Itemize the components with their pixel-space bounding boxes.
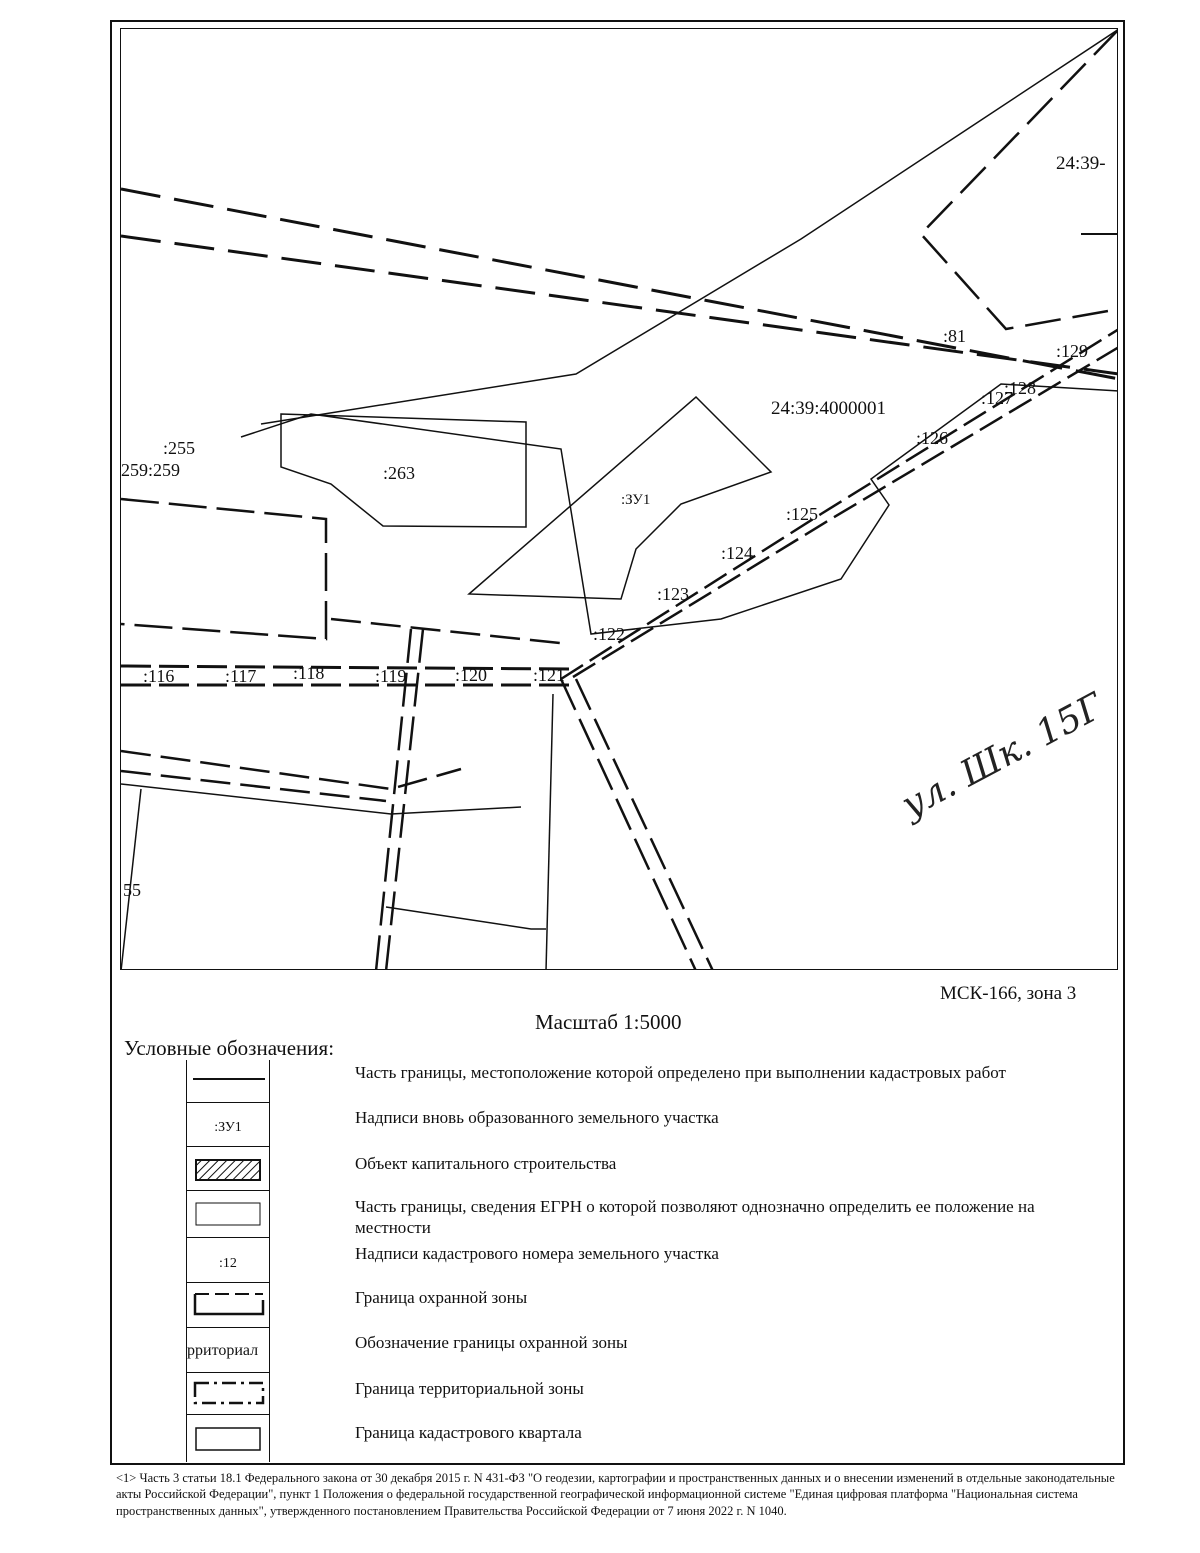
- label-81: :81: [943, 326, 967, 346]
- label-point-116: :116: [143, 666, 175, 686]
- scale-label: Масштаб 1:5000: [535, 1010, 682, 1034]
- legend-symbol-column: [186, 1060, 270, 1462]
- legend-text-5: Надписи кадастрового номера земельного участка: [355, 1244, 719, 1263]
- legend-text-2: Надписи вновь образованного земельного участка: [355, 1108, 719, 1127]
- diagonal-boundary: [261, 29, 1118, 424]
- label-quarter-main: 24:39:4000001: [771, 398, 887, 419]
- label-point-123: :123: [657, 584, 690, 604]
- label-point-124: :124: [721, 543, 754, 563]
- vertical-road-right: [561, 679, 696, 970]
- label-point-129: :129: [1056, 341, 1089, 361]
- label-point-128: :128: [1004, 378, 1037, 398]
- label-point-118: :118: [293, 663, 325, 683]
- label-zu1: :ЗУ1: [621, 492, 651, 508]
- legend-sample-zu1: :ЗУ1: [214, 1120, 242, 1135]
- lower-strip-a: [121, 751, 461, 789]
- label-quarter-top: 24:39-: [1056, 153, 1106, 174]
- legend-sample-12: :12: [219, 1256, 237, 1271]
- legend-text-1: Часть границы, местоположение которой определено при выполнении кадастровых работ: [355, 1063, 1006, 1082]
- legend-text-3: Объект капитального строительства: [355, 1154, 617, 1173]
- chain-horizontal-a: [121, 666, 569, 669]
- legend-text-6: Граница охранной зоны: [355, 1288, 528, 1307]
- footnote: <1> Часть 3 статьи 18.1 Федерального закона от 30 декабря 2015 г. N 431-ФЗ "О геодезии, картографии и пространственных данных и о внесении изменений в отдельные законодательные акты Российской Федерации", пункт 1 Положения о федеральной государственной географической информационной системе "Единая цифровая платформа "Национальная система пространственных данных", утвержденного постановлением Правительства Российской Федерации от 7 июня 2022 г. N 1040.: [116, 1471, 1115, 1518]
- label-255: :255: [163, 438, 196, 458]
- parcel-zu1: [469, 397, 771, 599]
- legend-symbol-territorial-zone: [187, 1378, 269, 1408]
- label-point-120: :120: [455, 665, 488, 685]
- label-259: 259:259: [121, 460, 181, 480]
- label-point-119: :119: [375, 666, 407, 686]
- legend-symbol-quarter-boundary: [187, 1424, 269, 1454]
- label-point-122: :122: [593, 624, 626, 644]
- left-block: [121, 499, 326, 639]
- label-point-125: :125: [786, 504, 819, 524]
- label-point-126: :126: [916, 428, 949, 448]
- label-55: 55: [123, 880, 141, 900]
- legend-symbol-solid-line: [187, 1072, 269, 1086]
- boundary-chain-b: [573, 347, 1118, 677]
- zone-polygon-top-right: [921, 29, 1118, 329]
- map-drawing: [121, 29, 1118, 970]
- legend-text-4: Часть границы, сведения ЕГРН о которой позволяют однозначно определить ее положение на местности: [355, 1197, 1035, 1238]
- legend-symbol-thin-box: [187, 1200, 269, 1228]
- legend-sample-territorial: рриториал: [187, 1342, 259, 1359]
- road-boundary-lower: [121, 236, 1118, 374]
- legend-text-7: Обозначение границы охранной зоны: [355, 1333, 628, 1352]
- handwritten-street-note: ул. Шк. 15Г: [895, 685, 1111, 827]
- coordinate-system-label: МСК-166, зона 3: [940, 983, 1077, 1004]
- road-boundary-upper: [121, 189, 1118, 379]
- legend-text-9: Граница кадастрового квартала: [355, 1423, 582, 1442]
- map-panel: [120, 28, 1118, 970]
- label-point-117: :117: [225, 666, 257, 686]
- label-point-127: :127: [981, 388, 1014, 408]
- label-point-121: :121: [533, 665, 566, 685]
- legend-symbol-hatched-box: [187, 1157, 269, 1183]
- legend-title: Условные обозначения:: [124, 1036, 335, 1060]
- label-263: :263: [383, 463, 416, 483]
- legend-symbol-protection-zone: [187, 1290, 269, 1320]
- legend-text-8: Граница территориальной зоны: [355, 1379, 584, 1398]
